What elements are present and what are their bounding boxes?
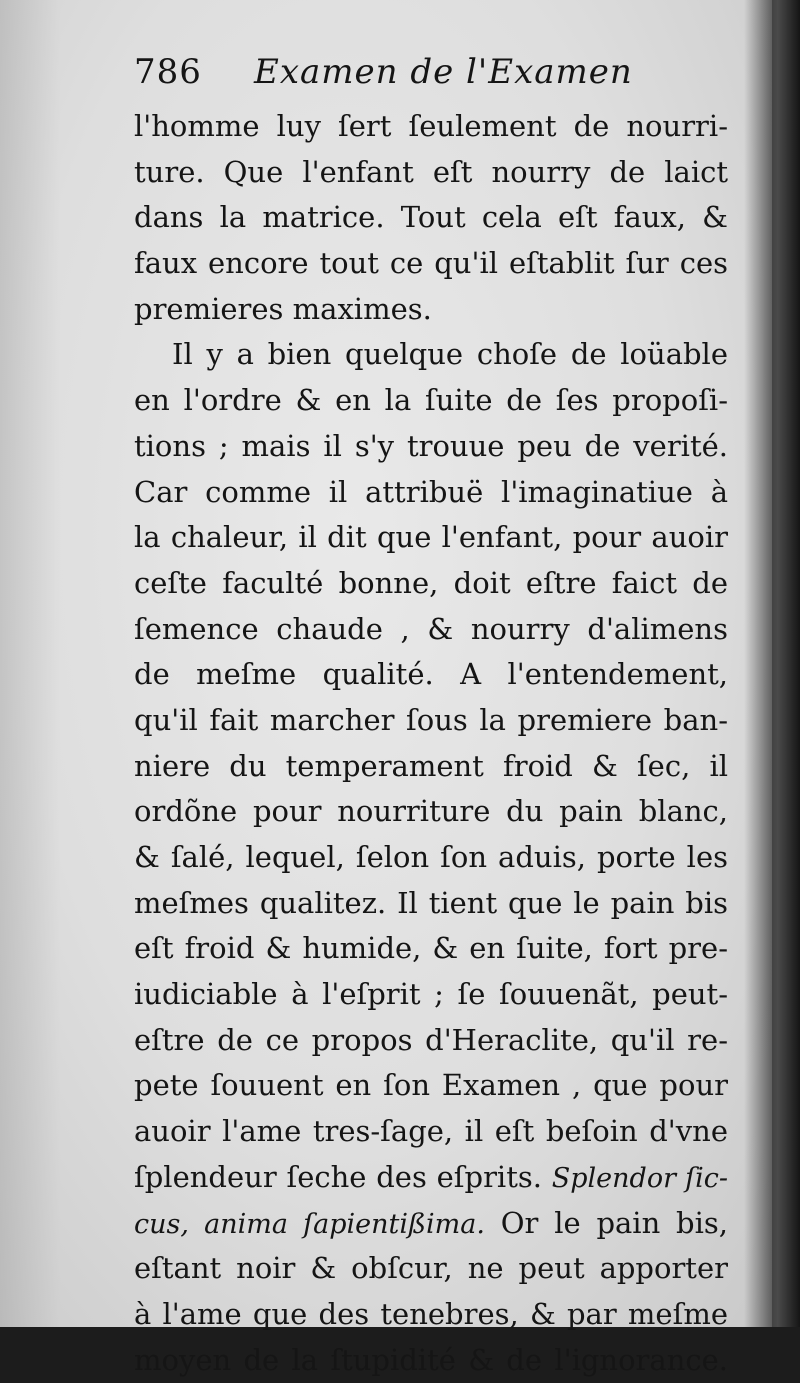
text-line: Car comme il attribuë l'imaginatiue à: [134, 474, 728, 509]
text-line: niere du temperament froid & ſec, il: [134, 748, 728, 783]
paragraph-first-line: Il y a bien quelque choſe de loüable: [172, 337, 728, 372]
text-line: & ſalé, lequel, ſelon ſon aduis, porte les: [134, 840, 728, 874]
text-line: iudiciable à l'eſprit ; ſe ſouuenãt, peut-: [134, 977, 728, 1012]
text-line: moyen de la ſtupidité & de l'ignorance.: [134, 1342, 728, 1377]
text-line: tions ; mais il s'y trouue peu de verité.: [134, 428, 728, 463]
text-line: eſt froid & humide, & en ſuite, fort pre-: [134, 931, 728, 966]
text-roman: Or le pain bis,: [500, 1205, 728, 1240]
text-line: en l'ordre & en la ſuite de ſes propoſi-: [134, 383, 728, 418]
text-line: à l'ame que des tenebres, & par meſme: [134, 1296, 728, 1331]
text-line: ordõne pour nourriture du pain blanc,: [134, 794, 728, 829]
text-line: ſemence chaude , & nourry d'alimens: [134, 611, 728, 646]
text-line: pete ſouuent en ſon Examen , que pour: [134, 1068, 728, 1103]
page-text-block: [134, 52, 728, 1383]
page-number: 786: [134, 52, 202, 92]
text-line: l'homme luy ſert ſeulement de nourri-: [134, 109, 728, 143]
running-head: [134, 52, 728, 104]
text-line: meſmes qualitez. Il tient que le pain bis: [134, 885, 728, 920]
text-line: ture. Que l'enfant eſt nourry de laict: [134, 154, 728, 189]
text-line: la chaleur, il dit que l'enfant, pour auoir: [134, 520, 728, 555]
text-line: de meſme qualité. A l'entendement,: [134, 657, 728, 692]
text-line: auoir l'ame tres-ſage, il eſt beſoin d'vne: [134, 1114, 728, 1149]
latin-quotation: cus, anima ſapientißima.: [134, 1208, 485, 1240]
text-line: premieres maximes.: [134, 291, 432, 326]
text-line: eſtre de ce propos d'Heraclite, qu'il re-: [134, 1022, 728, 1057]
text-line: dans la matrice. Tout cela eſt faux, &: [134, 200, 728, 235]
text-line: ceſte faculté bonne, doit eſtre faict de: [134, 565, 728, 600]
text-roman: ſplendeur ſeche des eſprits.: [134, 1159, 542, 1194]
running-title: Examen de l'Examen: [254, 52, 633, 92]
text-line: qu'il fait marcher ſous la premiere ban-: [134, 702, 728, 737]
text-line-mixed: [134, 1155, 728, 1201]
text-line-mixed: [134, 1201, 728, 1247]
page-gutter-shade: [0, 0, 60, 1327]
text-line: eſtant noir & obſcur, ne peut apporter: [134, 1251, 728, 1286]
latin-quotation: Splendor ſic-: [551, 1162, 728, 1194]
page-edge-shadow: [744, 0, 800, 1327]
text-line: faux encore tout ce qu'il eſtablit ſur ces: [134, 246, 728, 281]
